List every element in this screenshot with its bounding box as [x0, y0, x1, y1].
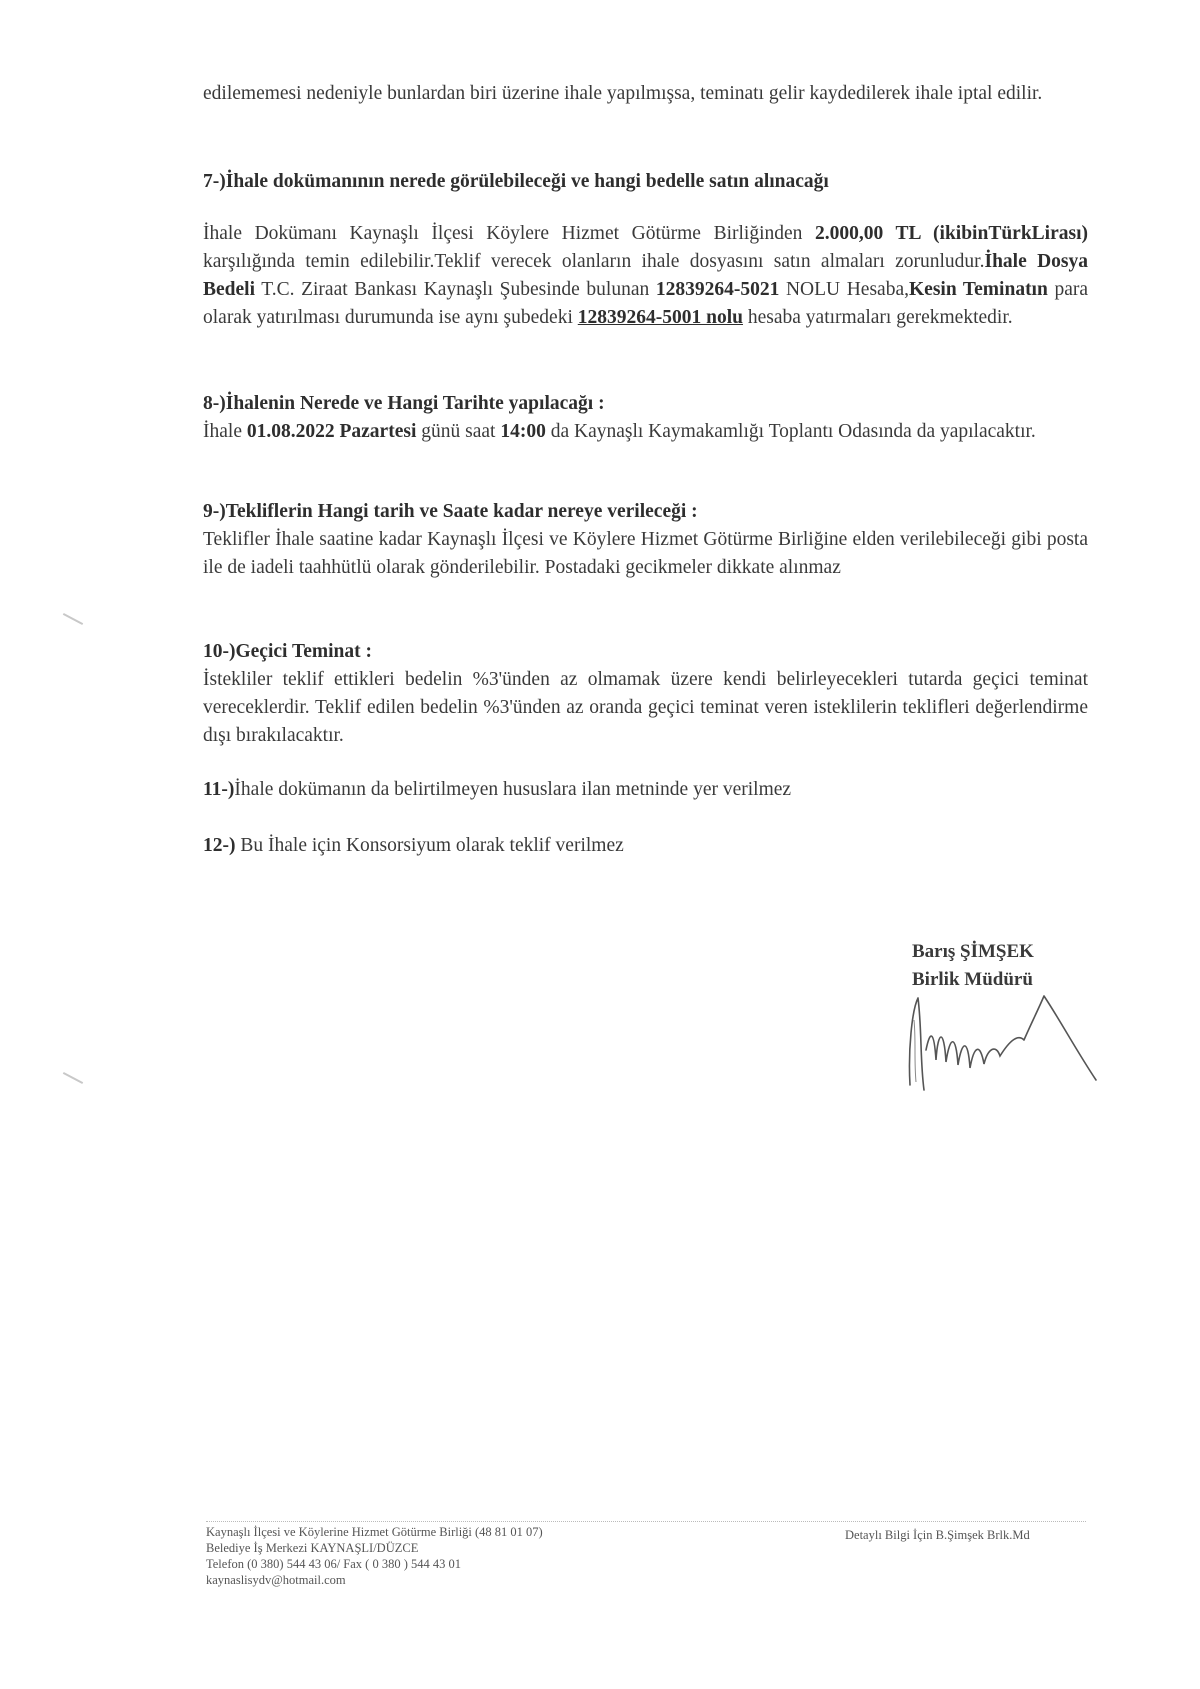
section-8-title: 8-)İhalenin Nerede ve Hangi Tarihte yapılacağı :	[203, 393, 605, 414]
account-number-2: 12839264-5001 nolu	[577, 307, 743, 328]
s7-text-c: T.C. Ziraat Bankası Kaynaşlı Şubesinde bulunan	[255, 279, 656, 300]
final-guarantee-label: Kesin Teminatın	[909, 279, 1048, 300]
section-7-body	[203, 220, 1088, 332]
section-12	[203, 832, 1088, 860]
s8-text-a: İhale	[203, 421, 247, 442]
signatory-name: Barış ŞİMŞEK	[912, 941, 1034, 962]
tender-date: 01.08.2022 Pazartesi	[246, 421, 417, 442]
s8-text-b: günü saat	[416, 421, 501, 442]
section-11	[203, 776, 1088, 804]
footer-divider	[206, 1521, 1086, 1522]
section-11-text: İhale dokümanın da belirtilmeyen hususlara ilan metninde yer verilmez	[234, 779, 792, 800]
section-11-paragraph	[203, 776, 1088, 804]
scan-margin-mark	[63, 1072, 83, 1084]
section-7-title: 7-)İhale dokümanının nerede görülebileceği ve hangi bedelle satın alınacağı	[203, 171, 829, 192]
footer-org-name: Kaynaşlı İlçesi ve Köylerine Hizmet Götürme Birliği (48 81 01 07)	[206, 1525, 543, 1539]
account-number-1: 12839264-5021	[655, 279, 780, 300]
s7-text-b: karşılığında temin edilebilir.Teklif verecek olanların ihale dosyasını satın almaları zorunludur.	[203, 251, 985, 272]
s7-text-f: hesaba yatırmaları gerekmektedir.	[742, 307, 1013, 328]
s7-text-a: İhale Dokümanı Kaynaşlı İlçesi Köylere Hizmet Götürme Birliğinden	[203, 223, 815, 244]
fee-label: İhale Dosya Bedeli	[203, 251, 1088, 300]
section-12-number: 12-)	[203, 835, 236, 856]
signature-block	[912, 938, 1034, 994]
footer-address: Belediye İş Merkezi KAYNAŞLI/DÜZCE	[206, 1541, 419, 1555]
footer-contact	[206, 1524, 543, 1588]
section-9-paragraph: Teklifler İhale saatine kadar Kaynaşlı İlçesi ve Köylere Hizmet Götürme Birliğine elden verilebileceği gibi posta ile de iadeli taahhütlü olarak gönderilebilir. Postadaki gecikmeler dikkate alınmaz	[203, 529, 1088, 578]
s7-text-d: NOLU Hesaba,	[779, 279, 909, 300]
scan-margin-mark	[63, 613, 83, 625]
section-10-title: 10-)Geçici Teminat :	[203, 641, 372, 662]
handwritten-signature-icon	[900, 990, 1130, 1100]
footer-phone: Telefon (0 380) 544 43 06/ Fax ( 0 380 ) 544 43 01	[206, 1557, 461, 1571]
section-7-paragraph	[203, 220, 1088, 332]
section-8	[203, 390, 1088, 446]
section-9	[203, 498, 1088, 582]
section-9-title: 9-)Tekliflerin Hangi tarih ve Saate kadar nereye verileceği :	[203, 501, 698, 522]
section-10	[203, 638, 1088, 750]
section-12-paragraph	[203, 832, 1088, 860]
section-10-paragraph: İstekliler teklif ettikleri bedelin %3'ünden az olmamak üzere kendi belirleyecekleri tutarda geçici teminat vereceklerdir. Teklif edilen bedelin %3'ünden az oranda geçici teminat veren isteklilerin teklifleri değerlendirme dışı bırakılacaktır.	[203, 669, 1088, 746]
section-11-number: 11-)	[203, 779, 235, 800]
section-8-paragraph	[203, 418, 1088, 446]
s8-text-c: da Kaynaşlı Kaymakamlığı Toplantı Odasında da yapılacaktır.	[545, 421, 1036, 442]
footer-contact-person: Detaylı Bilgi İçin B.Şimşek Brlk.Md	[845, 1528, 1030, 1542]
signatory-title: Birlik Müdürü	[912, 969, 1033, 990]
intro-paragraph	[203, 80, 1088, 108]
section-12-text: Bu İhale için Konsorsiyum olarak teklif verilmez	[235, 835, 624, 856]
tender-time: 14:00	[500, 421, 546, 442]
document-price: 2.000,00 TL (ikibinTürkLirası)	[815, 223, 1088, 244]
intro-text: edilememesi nedeniyle bunlardan biri üzerine ihale yapılmışsa, teminatı gelir kaydedilerek ihale iptal edilir.	[203, 83, 1043, 104]
s7-text-e: para olarak yatırılması durumunda ise aynı şubedeki	[203, 279, 1088, 328]
section-7-heading	[203, 168, 1088, 196]
footer-email: kaynaslisydv@hotmail.com	[206, 1573, 346, 1587]
